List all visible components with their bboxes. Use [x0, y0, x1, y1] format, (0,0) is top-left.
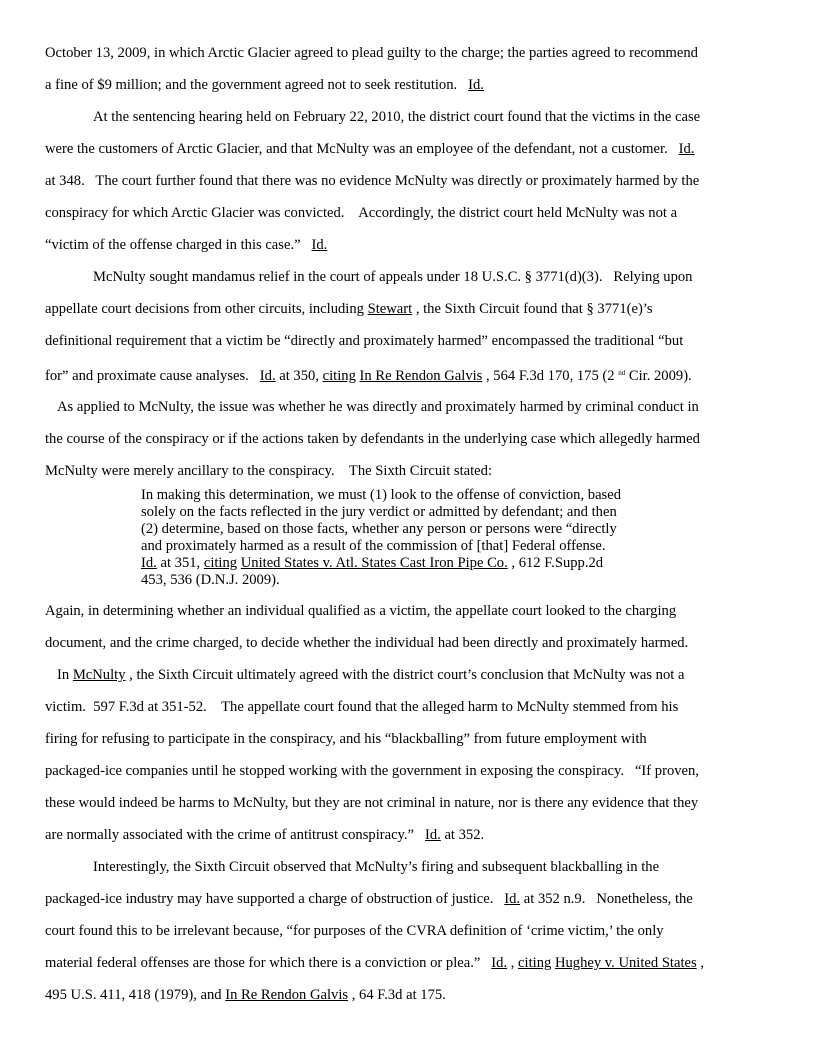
citation-text: United States v. Atl. States Cast Iron Pipe Co.	[240, 555, 508, 571]
text-line	[45, 236, 327, 254]
text-span: packaged-ice companies until he stopped working with the government in exposing the conspiracy. “If proven,	[45, 763, 699, 779]
text-span: packaged-ice industry may have supported a charge of obstruction of justice.	[45, 891, 505, 907]
citation-text: citing	[203, 555, 238, 571]
text-span: document, and the crime charged, to decide whether the individual had been directly and proximately harmed.	[45, 635, 689, 651]
text-line	[45, 922, 664, 940]
text-line	[45, 300, 653, 318]
text-line	[57, 398, 699, 416]
text-line	[45, 794, 698, 812]
citation-text: Id.	[311, 237, 328, 253]
text-line	[93, 858, 659, 876]
text-span: are normally associated with the crime of antitrust conspiracy.”	[45, 827, 425, 843]
text-span: , the Sixth Circuit ultimately agreed with the district court’s conclusion that McNulty was not a	[125, 667, 685, 683]
text-span: conspiracy for which Arctic Glacier was convicted. Accordingly, the district court held McNulty was not a	[45, 205, 678, 221]
text-span: Again, in determining whether an individual qualified as a victim, the appellate court looked to the charging	[45, 603, 677, 619]
text-line	[45, 954, 704, 972]
text-line	[45, 730, 647, 748]
text-line	[45, 698, 678, 716]
text-line	[45, 890, 693, 908]
block-quote-line	[141, 572, 280, 589]
text-line	[93, 108, 700, 126]
text-span: court found this to be irrelevant because, “for purposes of the CVRA definition of ‘crime victim,’ the only	[45, 923, 664, 939]
text-span: In making this determination, we must (1) look to the offense of conviction, based	[141, 487, 622, 503]
citation-text: Id.	[468, 77, 484, 93]
text-span: , 612 F.Supp.2d	[507, 555, 604, 571]
citation-text: Id.	[504, 891, 521, 907]
text-span: at 351,	[156, 555, 204, 571]
text-span: As applied to McNulty, the issue was whether he was directly and proximately harmed by criminal conduct in	[57, 399, 699, 415]
text-span: (2) determine, based on those facts, whether any person or persons were “directly	[141, 521, 617, 537]
block-quote-line	[141, 521, 617, 538]
text-span: McNulty were merely ancillary to the conspiracy. The Sixth Circuit stated:	[45, 463, 493, 479]
text-line	[45, 204, 677, 222]
text-line	[45, 140, 694, 158]
text-line	[45, 986, 446, 1004]
text-line	[45, 364, 692, 385]
text-span: solely on the facts reflected in the jury verdict or admitted by defendant; and then	[141, 504, 617, 520]
text-span: Cir. 2009).	[625, 368, 692, 384]
citation-text: Id.	[491, 955, 508, 971]
text-span: October 13, 2009, in which Arctic Glacier agreed to plead guilty to the charge; the parties agreed to recommend	[45, 45, 698, 61]
text-span: firing for refusing to participate in the conspiracy, and his “blackballing” from future employment with	[45, 731, 647, 747]
text-line	[45, 762, 699, 780]
citation-text: Stewart	[367, 301, 413, 317]
text-span: material federal offenses are those for which there is a conviction or plea.”	[45, 955, 492, 971]
text-span: Interestingly, the Sixth Circuit observed that McNulty’s firing and subsequent blackballing in the	[93, 859, 660, 875]
text-span: the course of the conspiracy or if the actions taken by defendants in the underlying case which allegedly harmed	[45, 431, 700, 447]
superscript: nd	[618, 369, 626, 377]
text-span: at 348. The court further found that there was no evidence McNulty was directly or proximately harmed by the	[45, 173, 700, 189]
citation-text: Hughey v. United States	[554, 955, 697, 971]
citation-text: Id.	[678, 141, 695, 157]
text-span: , the Sixth Circuit found that § 3771(e)’s	[412, 301, 653, 317]
text-span: 453, 536 (D.N.J. 2009).	[141, 572, 280, 588]
text-span: ,	[507, 955, 519, 971]
text-line	[57, 666, 684, 684]
citation-text: Id.	[424, 827, 441, 843]
text-span: , 64 F.3d at 175.	[348, 987, 446, 1003]
block-quote-line	[141, 555, 603, 572]
text-line	[45, 44, 698, 62]
text-line	[45, 76, 484, 94]
block-quote-line	[141, 487, 621, 504]
text-span: , 564 F.3d 170, 175 (2	[482, 368, 619, 384]
text-span: victim. 597 F.3d at 351-52. The appellate court found that the alleged harm to McNulty stemmed from his	[45, 699, 679, 715]
citation-text: McNulty	[72, 667, 126, 683]
text-span: definitional requirement that a victim be “directly and proximately harmed” encompassed the traditional “but	[45, 333, 684, 349]
citation-text: In Re Rendon Galvis	[359, 368, 483, 384]
text-line	[45, 332, 683, 350]
text-line	[45, 430, 700, 448]
text-span: for” and proximate cause analyses.	[45, 368, 260, 384]
text-span: were the customers of Arctic Glacier, and that McNulty was an employee of the defendant, not a customer.	[45, 141, 679, 157]
text-line	[45, 172, 699, 190]
citation-text: Id.	[259, 368, 276, 384]
citation-text: citing	[518, 955, 552, 971]
block-quote-line	[141, 504, 617, 521]
text-span: at 352.	[440, 827, 485, 843]
text-span: appellate court decisions from other circuits, including	[45, 301, 368, 317]
text-span: In	[57, 667, 73, 683]
text-span: At the sentencing hearing held on February 22, 2010, the district court found that the victims in the case	[93, 109, 701, 125]
citation-text: citing	[322, 368, 356, 384]
text-span: at 350,	[275, 368, 323, 384]
text-line	[93, 268, 692, 286]
text-span: a fine of $9 million; and the government agreed not to seek restitution.	[45, 77, 469, 93]
text-span: 495 U.S. 411, 418 (1979), and	[45, 987, 226, 1003]
text-line	[45, 634, 688, 652]
text-line	[45, 602, 676, 620]
text-span: and proximately harmed as a result of the commission of [that] Federal offense.	[141, 538, 606, 554]
block-quote-line	[141, 538, 606, 555]
text-span: these would indeed be harms to McNulty, but they are not criminal in nature, nor is there any evidence that they	[45, 795, 699, 811]
citation-text: Id.	[141, 555, 157, 571]
text-line	[45, 462, 492, 480]
text-span: “victim of the offense charged in this case.”	[45, 237, 312, 253]
text-span: McNulty sought mandamus relief in the court of appeals under 18 U.S.C. § 3771(d)(3). Relying upon	[93, 269, 693, 285]
text-span: ,	[696, 955, 704, 971]
text-span: at 352 n.9. Nonetheless, the	[520, 891, 693, 907]
text-line	[45, 826, 484, 844]
citation-text: In Re Rendon Galvis	[225, 987, 349, 1003]
